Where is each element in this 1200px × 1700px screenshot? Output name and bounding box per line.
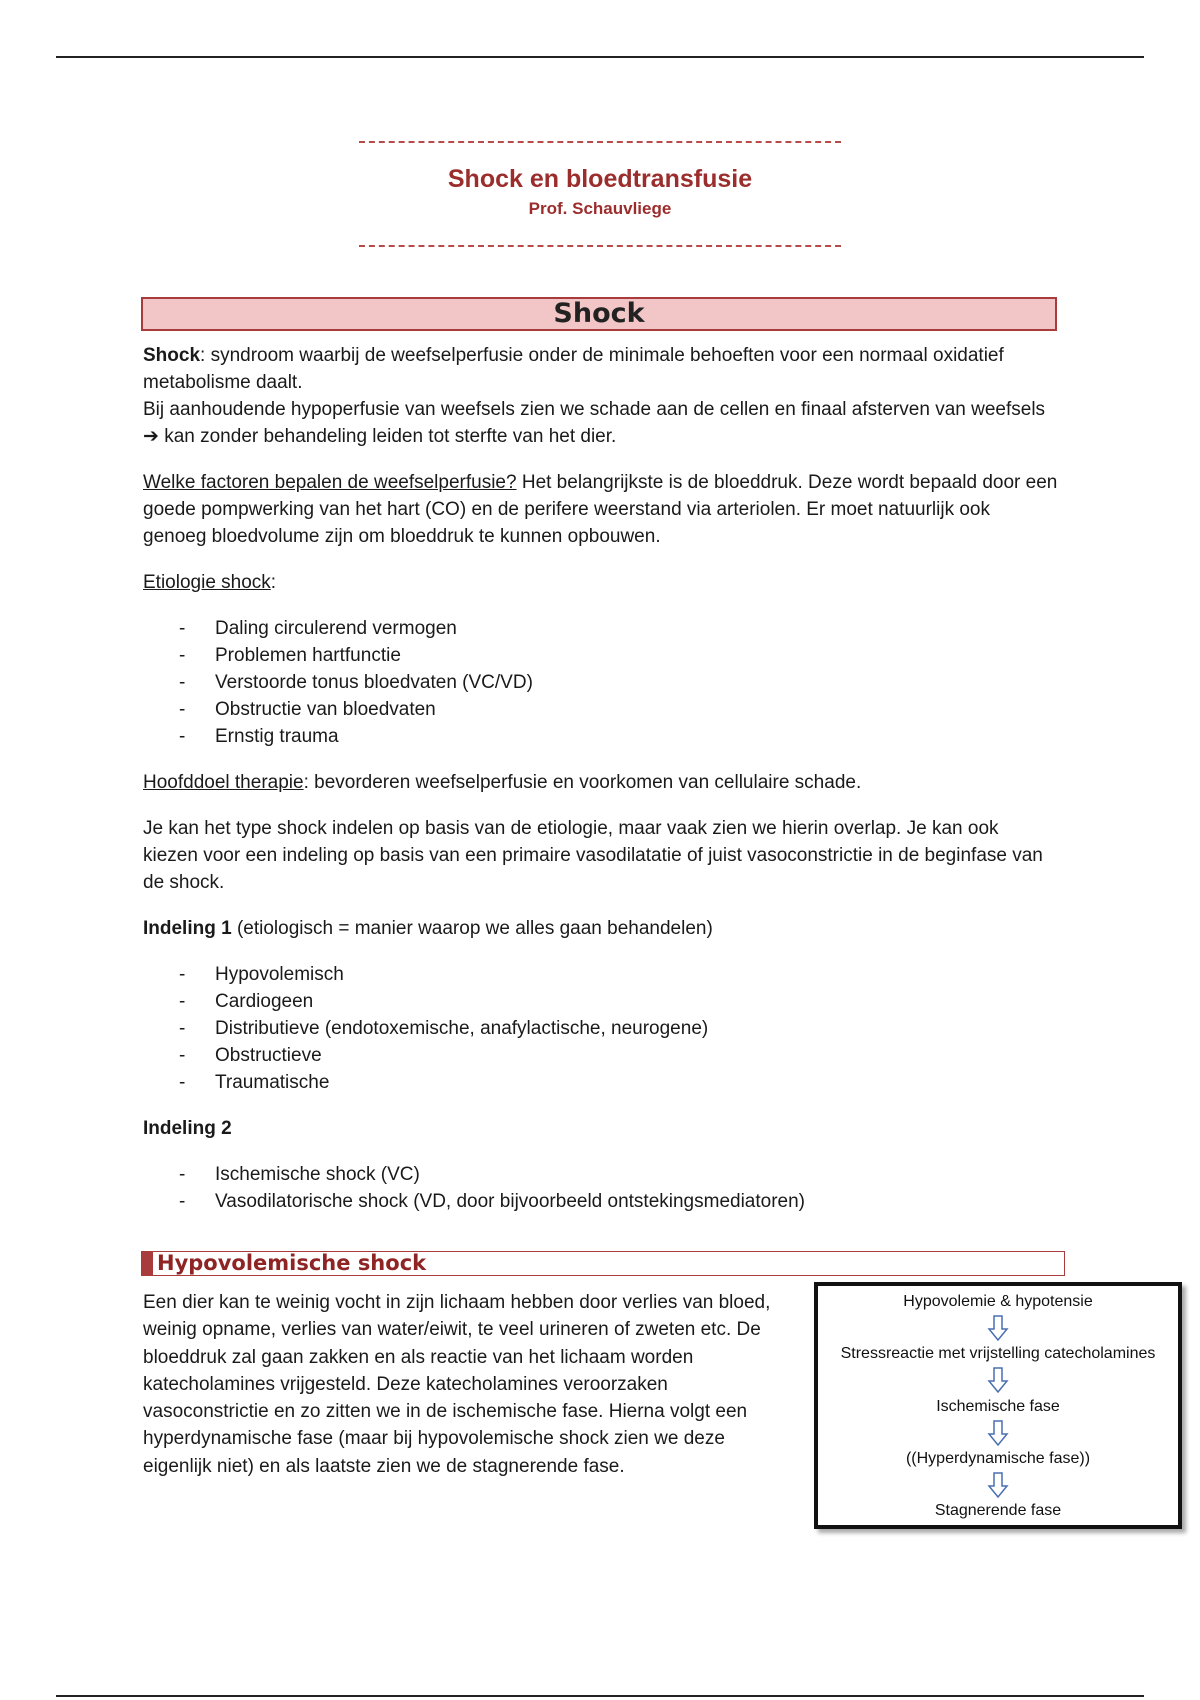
indeling-2-label: Indeling 2 <box>143 1118 232 1139</box>
list-item: - Vasodilatorische shock (VD, door bijvoorbeeld ontstekingsmediatoren) <box>143 1188 1058 1215</box>
shock-phase-flowchart <box>814 1282 1182 1529</box>
etiology-list <box>143 615 1058 750</box>
therapy-goal-label: Hoofddoel therapie <box>143 772 304 793</box>
flow-step-hypovolemia: Hypovolemie & hypotensie <box>903 1293 1093 1310</box>
indeling-2-heading <box>143 1115 1058 1142</box>
indeling-2-list <box>143 1161 1058 1215</box>
list-item: - Verstoorde tonus bloedvaten (VC/VD) <box>143 669 1058 696</box>
list-item: - Problemen hartfunctie <box>143 642 1058 669</box>
indeling-1-heading <box>143 915 1058 942</box>
title-dash-bottom <box>359 245 841 247</box>
shock-types-paragraph: Je kan het type shock indelen op basis van de etiologie, maar vaak zien we hierin overlap. Je kan ook kiezen voor een indeling op basis van een primaire vasodilatatie of juist vasoconstrictie in de beginfase van de shock. <box>143 818 1043 893</box>
therapy-goal-text: : bevorderen weefselperfusie en voorkomen van cellulaire schade. <box>303 772 862 793</box>
list-item: - Daling circulerend vermogen <box>143 615 1058 642</box>
title-dash-top <box>359 141 841 143</box>
hypoperfusion-result: kan zonder behandeling leiden tot sterfte van het dier. <box>158 426 617 447</box>
title-block <box>359 141 841 247</box>
document-title: Shock en bloedtransfusie <box>447 165 753 193</box>
factors-question: Welke factoren bepalen de weefselperfusie? <box>143 472 517 493</box>
hypoperfusion-text: Bij aanhoudende hypoperfusie van weefsels zien we schade aan de cellen en finaal afsterven van weefsels <box>143 399 1046 420</box>
etiology-heading <box>143 569 1058 596</box>
hypovolemic-paragraph: Een dier kan te weinig vocht in zijn lichaam hebben door verlies van bloed, weinig opname, verlies van water/eiwit, te veel urineren of zweten etc. De bloeddruk zal gaan zakken en als reactie van het lichaam worden katecholamines vrijgesteld. Deze katecholamines veroorzaken vasoconstrictie en zo zitten we in de ischemische fase. Hierna volgt een hyperdynamische fase (maar bij hypovolemische shock zien we deze eigenlijk niet) en als laatste zien we de stagnerende fase. <box>143 1292 771 1477</box>
shock-definition-text: : syndroom waarbij de weefselperfusie onder de minimale behoeften voor een normaal oxidatief metabolisme daalt. <box>143 345 1004 393</box>
flow-step-stagnant: Stagnerende fase <box>934 1502 1062 1519</box>
flow-step-ischemic: Ischemische fase <box>936 1397 1060 1415</box>
header-rule <box>56 56 1144 58</box>
indeling-1-list <box>143 961 1058 1096</box>
section-heading-hypovolemic: Hypovolemische shock <box>141 1251 1065 1276</box>
footer-rule <box>56 1695 1144 1697</box>
arrow-right-icon: ➔ <box>143 426 159 447</box>
indeling-1-label: Indeling 1 <box>143 918 232 939</box>
factors-paragraph <box>143 469 1058 550</box>
list-item: - Cardiogeen <box>143 988 1058 1015</box>
etiology-colon: : <box>270 572 277 593</box>
list-item: - Traumatische <box>143 1069 1058 1096</box>
down-arrow-icon <box>987 1420 1009 1446</box>
list-item: - Ischemische shock (VC) <box>143 1161 1058 1188</box>
shock-content <box>143 342 1058 1234</box>
down-arrow-icon <box>987 1472 1009 1498</box>
therapy-goal <box>143 769 1058 796</box>
down-arrow-icon <box>987 1315 1009 1341</box>
shock-term: Shock <box>143 345 201 366</box>
indeling-1-text: (etiologisch = manier waarop we alles gaan behandelen) <box>231 918 713 939</box>
list-item: - Ernstig trauma <box>143 723 1058 750</box>
list-item: - Distributieve (endotoxemische, anafylactische, neurogene) <box>143 1015 1058 1042</box>
down-arrow-icon <box>987 1367 1009 1393</box>
document-subtitle: Prof. Schauvliege <box>528 199 672 218</box>
etiology-label: Etiologie shock <box>143 572 271 593</box>
flow-step-hyperdynamic: ((Hyperdynamische fase)) <box>905 1449 1091 1467</box>
factors-text: Het belangrijkste is de bloeddruk. Deze wordt bepaald door een goede pompwerking van het hart (CO) en de perifere weerstand via arteriolen. Er moet natuurlijk ook genoeg bloedvolume zijn om bloeddruk te kunnen opbouwen. <box>143 472 1058 547</box>
list-item: - Obstructieve <box>143 1042 1058 1069</box>
list-item: - Obstructie van bloedvaten <box>143 696 1058 723</box>
shock-definition <box>143 342 1058 450</box>
list-item: - Hypovolemisch <box>143 961 1058 988</box>
flow-step-stress: Stressreactie met vrijstelling catecholamines <box>840 1345 1156 1363</box>
section-heading-shock: Shock <box>141 297 1057 331</box>
